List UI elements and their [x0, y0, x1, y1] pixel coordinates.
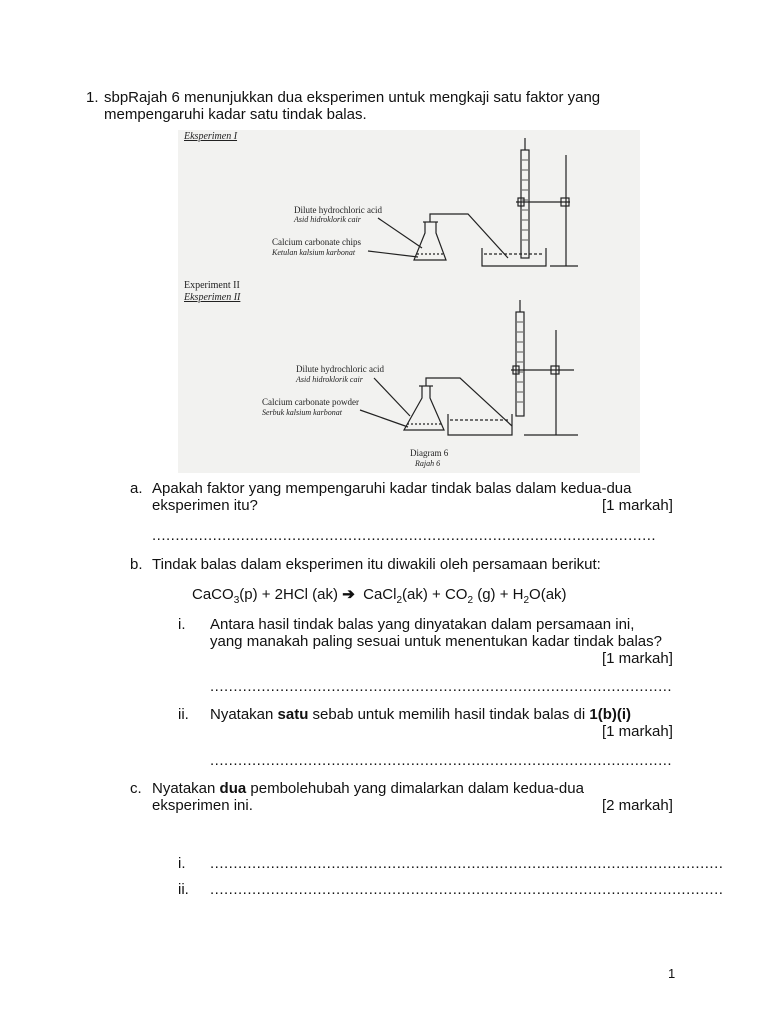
eq-part1: (p) + 2HCl (ak): [239, 586, 339, 603]
part-b-ii-text-before: Nyatakan: [210, 706, 278, 723]
exp2-solid-ms: Serbuk kalsium karbonat: [262, 408, 342, 417]
diagram-caption-ms: Rajah 6: [415, 459, 441, 468]
part-a-line2: eksperimen itu?: [152, 497, 258, 514]
part-b-ii-numeral: ii.: [178, 706, 189, 723]
question-number: 1.: [86, 89, 99, 106]
part-b-ii-text-after: sebab untuk memilih hasil tindak balas di: [308, 706, 590, 723]
eq-part3: (g) + H: [473, 586, 524, 603]
part-c-bold: dua: [219, 780, 247, 797]
eq-part2: (ak) + CO: [402, 586, 468, 603]
exp2-label-ms: Eksperimen II: [184, 292, 241, 303]
exp1-label: Eksperimen I: [184, 131, 238, 142]
part-c-text-before: Nyatakan: [152, 780, 220, 797]
chemical-equation: [192, 586, 567, 609]
part-a-answer-line[interactable]: ............................................................................................................: [152, 527, 657, 544]
eq-sub2b: 2: [467, 595, 474, 606]
eq-sub2c: 2: [523, 595, 530, 606]
part-c-ii-answer-line[interactable]: ..............................................................................................................: [210, 881, 724, 898]
part-a-marks: [1 markah]: [602, 497, 673, 514]
eq-caco: CaCO: [192, 586, 234, 603]
part-b-i-numeral: i.: [178, 616, 186, 633]
part-b-ii-answer-line[interactable]: ...................................................................................................: [210, 752, 673, 769]
part-b-ii-marks: [1 markah]: [602, 723, 673, 740]
exp1-acid-ms: Asid hidroklorik cair: [294, 215, 361, 224]
part-c-i-answer-line[interactable]: ..............................................................................................................: [210, 855, 724, 872]
part-c-letter: c.: [130, 780, 142, 797]
eq-sub3: 3: [233, 595, 240, 606]
exp2-apparatus: [360, 300, 578, 435]
diagram-6-figure: [178, 130, 640, 473]
eq-sub2a: 2: [396, 595, 403, 606]
diagram-caption-en: Diagram 6: [410, 448, 449, 458]
part-a-line1: Apakah faktor yang mempengaruhi kadar tindak balas dalam kedua-dua: [152, 480, 632, 497]
exp1-solid-ms: Ketulan kalsium karbonat: [272, 248, 356, 257]
part-b-i-line2: yang manakah paling sesuai untuk menentukan kadar tindak balas?: [210, 633, 662, 650]
part-c-line1: [152, 780, 584, 797]
apparatus-diagram: [178, 130, 640, 473]
page-number: 1: [668, 966, 676, 981]
part-b-i-line1: Antara hasil tindak balas yang dinyatakan dalam persamaan ini,: [210, 616, 635, 633]
part-b-letter: b.: [130, 556, 143, 573]
part-c-i-numeral: i.: [178, 855, 186, 872]
exp1-acid-en: Dilute hydrochloric acid: [294, 205, 382, 215]
part-b-text: Tindak balas dalam eksperimen itu diwakili oleh persamaan berikut:: [152, 556, 601, 573]
part-b-ii-bold1: satu: [277, 706, 309, 723]
part-b-i-marks: [1 markah]: [602, 650, 673, 667]
exp2-acid-en: Dilute hydrochloric acid: [296, 364, 384, 374]
part-c-marks: [2 markah]: [602, 797, 673, 814]
part-a-letter: a.: [130, 480, 143, 497]
question-intro-line2: mempengaruhi kadar satu tindak balas.: [104, 106, 367, 123]
part-b-ii-bold2: 1(b)(i): [589, 706, 632, 723]
exp2-label-en: Experiment II: [184, 280, 240, 291]
part-b-i-answer-line[interactable]: ...................................................................................................: [210, 678, 673, 695]
part-c-line2: eksperimen ini.: [152, 797, 253, 814]
exp1-apparatus: [368, 138, 578, 266]
question-intro-line1: sbpRajah 6 menunjukkan dua eksperimen untuk mengkaji satu faktor yang: [104, 89, 601, 106]
part-b-ii-text: [210, 706, 631, 723]
part-c-ii-numeral: ii.: [178, 881, 189, 898]
eq-part4: O(ak): [529, 586, 567, 603]
exp1-solid-en: Calcium carbonate chips: [272, 237, 361, 247]
arrow-icon: ➔: [342, 586, 355, 603]
part-c-text-after: pembolehubah yang dimalarkan dalam kedua-dua: [246, 780, 584, 797]
exp2-solid-en: Calcium carbonate powder: [262, 397, 359, 407]
eq-cacl: CaCl: [363, 586, 397, 603]
exp2-acid-ms: Asid hidroklorik cair: [296, 375, 363, 384]
